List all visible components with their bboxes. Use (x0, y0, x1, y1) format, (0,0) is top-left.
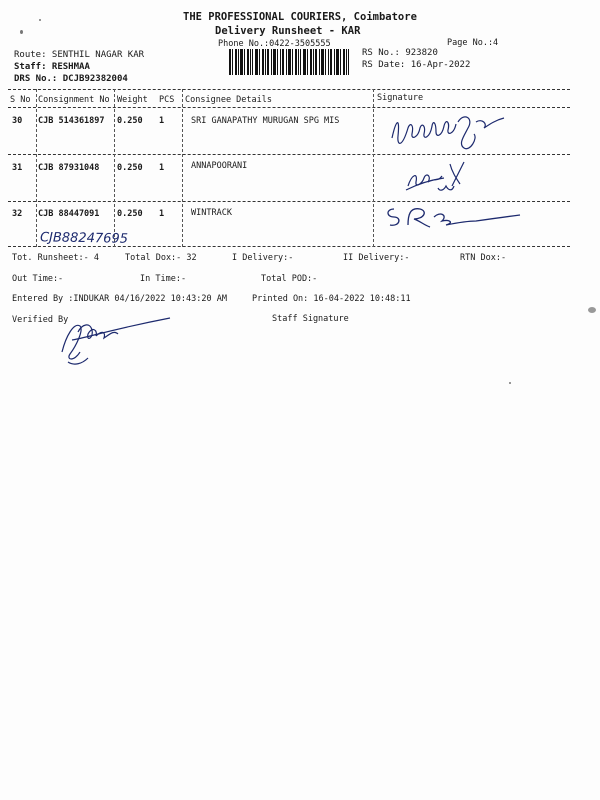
i-delivery: I Delivery:- (232, 253, 294, 263)
ii-delivery: II Delivery:- (343, 253, 410, 263)
column-divider (36, 89, 37, 247)
row-weight: 0.250 (117, 116, 143, 126)
signature-row-3 (380, 203, 530, 233)
row-pcs: 1 (159, 209, 165, 219)
signature-row-2 (398, 156, 488, 198)
scan-speck (588, 307, 596, 313)
header-weight: Weight (117, 95, 148, 105)
row-sno: 30 (12, 116, 23, 126)
total-pod: Total POD:- (261, 274, 318, 284)
rs-date: RS Date: 16-Apr-2022 (362, 60, 471, 70)
header-signature: Signature (377, 93, 424, 103)
header-consignment: Consignment No (38, 95, 110, 105)
barcode-icon (229, 49, 349, 75)
row-pcs: 1 (159, 116, 165, 126)
route-label: Route: SENTHIL NAGAR KAR (14, 50, 145, 60)
entered-by: Entered By :INDUKAR 04/16/2022 10:43:20 AM (12, 294, 227, 304)
scan-speck (39, 19, 41, 21)
in-time: In Time:- (140, 274, 187, 284)
table-top-rule (8, 89, 570, 90)
page-subtitle: Delivery Runsheet - KAR (215, 25, 361, 37)
header-pcs: PCS (159, 95, 175, 105)
handwritten-consignment-note: CJB88247695 (39, 230, 129, 247)
signature-row-1 (378, 108, 518, 156)
row-consignment: CJB 87931048 (38, 163, 100, 173)
rtn-dox: RTN Dox:- (460, 253, 507, 263)
drs-number: DRS No.: DCJB92382004 (14, 74, 128, 84)
column-divider (182, 89, 183, 247)
verified-by-label: Verified By (12, 315, 69, 325)
row-sno: 32 (12, 209, 23, 219)
row-consignee: SRI GANAPATHY MURUGAN SPG MIS (191, 116, 340, 126)
column-divider (114, 89, 115, 247)
row-consignee: ANNAPOORANI (191, 161, 248, 171)
header-consignee: Consignee Details (185, 95, 272, 105)
column-divider (373, 89, 374, 247)
staff-label: Staff: RESHMAA (14, 62, 90, 72)
row-weight: 0.250 (117, 209, 143, 219)
row-divider (8, 201, 570, 202)
scan-speck (509, 382, 511, 384)
total-dox: Total Dox:- 32 (125, 253, 197, 263)
row-weight: 0.250 (117, 163, 143, 173)
row-consignment: CJB 88447091 (38, 209, 100, 219)
verifier-signature (52, 312, 174, 372)
rs-number: RS No.: 923820 (362, 48, 438, 58)
page-title: THE PROFESSIONAL COURIERS, Coimbatore (183, 11, 417, 23)
staff-signature-label: Staff Signature (272, 314, 349, 324)
header-sno: S No (10, 95, 31, 105)
scan-speck (20, 30, 23, 34)
out-time: Out Time:- (12, 274, 64, 284)
phone-number: Phone No.:0422-3505555 (218, 39, 331, 49)
tot-runsheet: Tot. Runsheet:- 4 (12, 253, 99, 263)
row-pcs: 1 (159, 163, 165, 173)
printed-on: Printed On: 16-04-2022 10:48:11 (252, 294, 411, 304)
row-consignment: CJB 514361897 (38, 116, 105, 126)
row-sno: 31 (12, 163, 23, 173)
page-number: Page No.:4 (447, 38, 499, 48)
row-consignee: WINTRACK (191, 208, 232, 218)
